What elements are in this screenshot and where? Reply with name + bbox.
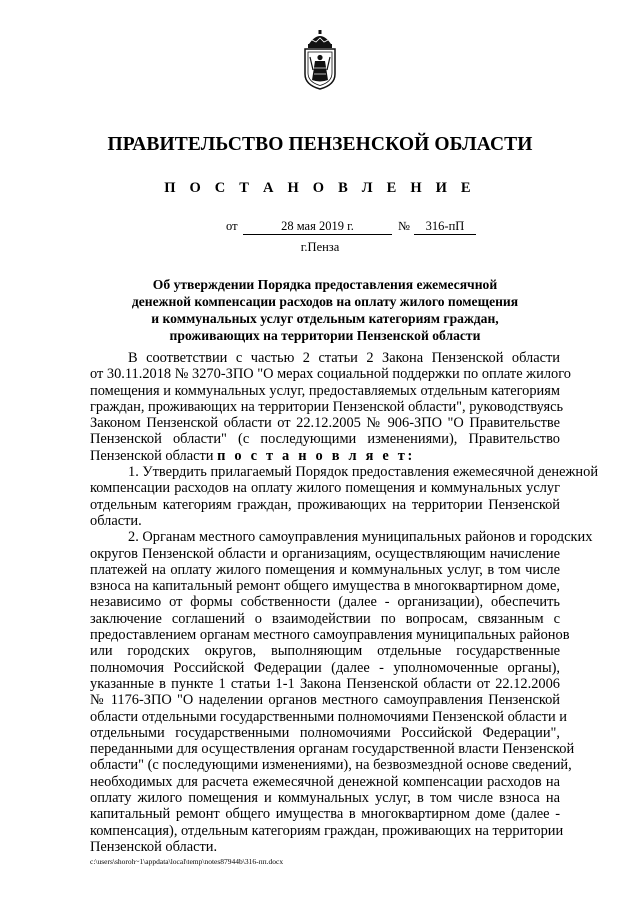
item-2-line: Пензенской области. (90, 838, 218, 855)
number-prefix: № (398, 219, 410, 233)
title-line: денежной компенсации расходов на оплату жилого помещения (131, 294, 519, 309)
city: г.Пенза (300, 240, 340, 254)
item-2-line: компенсация), отдельным категориям граждан, проживающих на территории (90, 822, 564, 839)
body-line: граждан, проживающих на территории Пензенской области", руководствуясь (90, 398, 564, 415)
coat-of-arms-icon (302, 30, 338, 90)
item-2-line: необходимых для расчета ежемесячной денежной компенсации расходов на (90, 773, 560, 790)
item-2-line: округов Пензенской области и организациям, осуществляющим начисление (90, 545, 560, 562)
item-2-line: оплату жилого помещения и коммунальных услуг, в том числе взноса на (90, 790, 560, 807)
resolves-word: п о с т а н о в л я е т: (217, 447, 416, 464)
body-line: В соответствии с частью 2 статьи 2 Закона Пензенской области (128, 350, 560, 366)
item-2-line: независимо от формы собственности (далее - организации), обеспечить (90, 594, 560, 611)
file-path-footer: c:\users\shoroh~1\appdata\local\temp\notes87944b\316-пп.docx (90, 857, 284, 866)
body-line: Пензенской области" (с последующими изменениями), Правительство (90, 431, 560, 448)
item-2-line: полномочия Российской Федерации (далее - уполномоченные органы), (90, 659, 560, 676)
title-line: проживающих на территории Пензенской области (169, 328, 481, 343)
item-2-line: предоставлением органам местного самоуправления муниципальных районов (90, 627, 570, 644)
item-2-line: области отдельными государственными полномочиями Пензенской области и (90, 708, 567, 725)
item-1-line: отдельным категориям граждан, проживающих на территории Пензенской (90, 496, 560, 513)
item-2-line: 2. Органам местного самоуправления муниципальных районов и городских (128, 529, 593, 546)
document-type: П О С Т А Н О В Л Е Н И Е (164, 180, 476, 196)
document-body (90, 350, 599, 855)
item-2-line: взноса на капитальный ремонт общего имущества в многоквартирном доме, (90, 578, 560, 595)
item-2-line: заключение соглашений о взаимодействии по вопросам, связанным с (90, 610, 560, 627)
body-line: от 30.11.2018 № 3270-ЗПО "О мерах социальной поддержки по оплате жилого (90, 366, 571, 383)
body-line: помещения и коммунальных услуг, предоставляемых отдельным категориям (90, 382, 560, 399)
title-line: Об утверждении Порядка предоставления ежемесячной (152, 277, 498, 292)
item-2-line: № 1176-ЗПО "О наделении органов местного самоуправления Пензенской (90, 692, 560, 709)
item-2-line: или городских округов, выполняющим отдельные государственные (90, 643, 560, 660)
item-2-line: отдельными государственными полномочиями Российской Федерации", (90, 724, 560, 741)
item-2-line: указанные в пункте 1 статьи 1-1 Закона Пензенской области от 22.12.2006 (90, 675, 560, 692)
title-line: и коммунальных услуг отдельным категориям граждан, (151, 311, 499, 326)
document-title (90, 276, 560, 344)
item-2-line: капитальный ремонт общего имущества в многоквартирном доме (далее - (90, 806, 560, 823)
item-1-line: области. (90, 512, 142, 529)
document-date: 28 мая 2019 г. (243, 219, 392, 235)
government-name: ПРАВИТЕЛЬСТВО ПЕНЗЕНСКОЙ ОБЛАСТИ (107, 134, 533, 155)
date-prefix: от (226, 219, 238, 233)
item-1-line: 1. Утвердить прилагаемый Порядок предоставления ежемесячной денежной (128, 464, 599, 481)
item-1-line: компенсации расходов на оплату жилого помещения и коммунальных услуг (90, 480, 560, 497)
intro-last: Пензенской области (90, 447, 214, 464)
item-2-line: области" (с последующими изменениями), на безвозмездной основе сведений, (90, 757, 572, 774)
item-2-line: переданными для осуществления органам государственной власти Пензенской (90, 741, 575, 758)
body-line: Законом Пензенской области от 22.12.2005 № 906-ЗПО "О Правительстве (90, 415, 560, 432)
item-2-line: платежей на оплату жилого помещения и коммунальных услуг, в том числе (90, 561, 560, 578)
document-number: 316-пП (414, 219, 476, 235)
body-line (90, 448, 560, 464)
